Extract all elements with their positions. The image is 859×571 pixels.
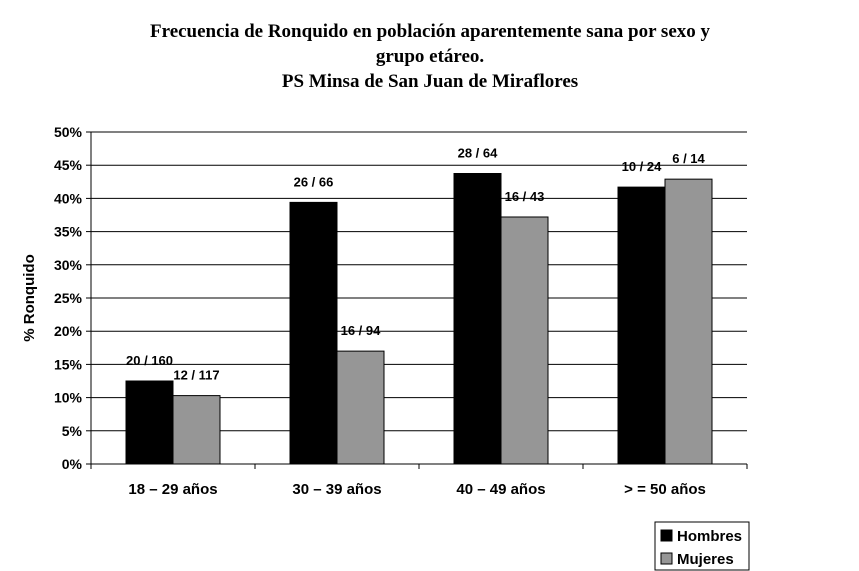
x-tick-label: 30 – 39 años — [292, 481, 382, 498]
bar-mujeres — [501, 217, 548, 464]
y-tick-label: 50% — [53, 124, 82, 140]
chart-title-line-2: grupo etáreo. — [375, 46, 485, 67]
y-tick-label: 25% — [53, 290, 82, 306]
legend — [655, 522, 749, 570]
chart-title — [150, 21, 710, 92]
chart-title-line-3: PS Minsa de San Juan de Miraflores — [281, 71, 579, 92]
y-tick-label: 15% — [53, 356, 82, 373]
x-tick-label: > = 50 años — [624, 481, 706, 498]
x-tick-label: 40 – 49 años — [456, 481, 546, 498]
bar-mujeres — [665, 179, 712, 464]
plot-area — [54, 124, 747, 498]
legend-label-hombres: Hombres — [677, 528, 743, 545]
chart-title-line-1: Frecuencia de Ronquido en población aparentemente sana por sexo y — [150, 21, 710, 42]
data-label-hombres: 28 / 64 — [457, 145, 498, 161]
bar-mujeres — [173, 396, 220, 464]
y-tick-label: 10% — [53, 389, 82, 406]
data-label-hombres: 26 / 66 — [293, 174, 334, 190]
bar-hombres — [126, 381, 173, 464]
bar-hombres — [618, 187, 665, 464]
legend-label-mujeres: Mujeres — [677, 551, 734, 568]
data-label-mujeres: 16 / 94 — [340, 323, 381, 339]
y-tick-label: 20% — [53, 323, 82, 340]
y-tick-label: 35% — [53, 223, 82, 240]
y-axis-label: % Ronquido — [21, 254, 38, 342]
y-tick-label: 5% — [61, 422, 82, 439]
y-tick-label: 45% — [53, 157, 82, 174]
data-label-hombres: 10 / 24 — [621, 159, 662, 175]
bar-hombres — [454, 174, 501, 465]
data-label-mujeres: 16 / 43 — [504, 188, 545, 204]
data-label-mujeres: 6 / 14 — [672, 151, 705, 167]
bar-mujeres — [337, 351, 384, 464]
y-tick-label: 30% — [53, 256, 82, 273]
bar-hombres — [290, 202, 337, 464]
x-tick-label: 18 – 29 años — [128, 481, 218, 498]
y-tick-label: 0% — [61, 456, 82, 472]
legend-swatch-mujeres — [661, 553, 672, 564]
legend-swatch-hombres — [661, 530, 672, 541]
y-tick-label: 40% — [53, 190, 82, 207]
data-label-hombres: 20 / 160 — [126, 353, 173, 368]
data-label-mujeres: 12 / 117 — [173, 367, 220, 383]
